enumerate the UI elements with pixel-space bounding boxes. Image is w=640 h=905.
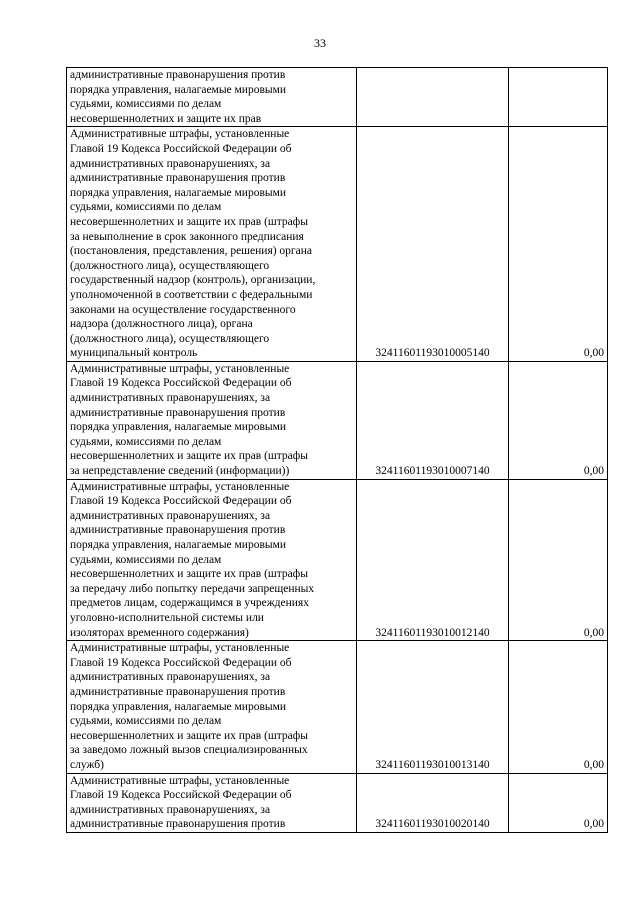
revenue-name-line: Административные штрафы, установленные <box>70 480 290 493</box>
revenue-name-line: (должностного лица), осуществляющего <box>70 259 270 272</box>
revenue-name-line: служб) <box>70 758 104 771</box>
revenue-name-line: (должностного лица), осуществляющего <box>70 332 270 345</box>
revenue-name-line: административные правонарушения против <box>70 69 286 81</box>
amount-cell <box>509 68 608 127</box>
revenue-name-line: административные правонарушения против <box>70 524 286 537</box>
revenue-name-line: государственный надзор (контроль), организации, <box>70 274 316 287</box>
revenue-name-line: административных правонарушениях, за <box>70 509 271 522</box>
revenue-name-cell <box>67 479 357 641</box>
revenue-name-line: несовершеннолетних и защите их прав (штрафы <box>70 215 308 228</box>
revenue-name-line: Главой 19 Кодекса Российской Федерации об <box>70 142 292 155</box>
revenue-name-line: порядка управления, налагаемые мировыми <box>70 700 287 713</box>
revenue-name-line: за непредставление сведений (информации)) <box>70 465 290 478</box>
revenue-name-line: судьями, комиссиями по делам <box>70 435 222 448</box>
revenue-name-line: уголовно-исполнительной системы или <box>70 611 264 624</box>
revenue-name-line: порядка управления, налагаемые мировыми <box>70 421 287 434</box>
revenue-name-line: Главой 19 Кодекса Российской Федерации об <box>70 789 292 802</box>
revenue-name-cell <box>67 641 357 773</box>
revenue-name-line: административные правонарушения против <box>70 818 286 831</box>
revenue-name-line: Главой 19 Кодекса Российской Федерации об <box>70 495 292 508</box>
table-row <box>67 641 608 773</box>
budget-code-cell: 32411601193010013140 <box>357 641 509 773</box>
revenue-name-line: за передачу либо попытку передачи запрещенных <box>70 582 315 595</box>
revenue-name-line: предметов лицам, содержащимся в учреждениях <box>70 597 309 610</box>
revenue-name-line: административных правонарушениях, за <box>70 671 271 684</box>
amount-cell: 0,00 <box>509 361 608 479</box>
table-row <box>67 773 608 832</box>
budget-code-cell <box>357 68 509 127</box>
page-number: 33 <box>314 36 326 50</box>
table-row <box>67 479 608 641</box>
revenue-name-line: административных правонарушениях, за <box>70 392 271 405</box>
revenue-name-line: судьями, комиссиями по делам <box>70 553 222 566</box>
budget-code-cell: 32411601193010005140 <box>357 127 509 362</box>
revenue-name-line: уполномоченной в соответствии с федеральными <box>70 288 313 301</box>
revenue-name-line: судьями, комиссиями по делам <box>70 201 222 214</box>
revenue-name-line: (постановления, представления, решения) органа <box>70 245 313 258</box>
revenue-name-line: порядка управления, налагаемые мировыми <box>70 539 287 551</box>
revenue-name-line: административных правонарушениях, за <box>70 803 271 816</box>
revenue-name-line: административные правонарушения против <box>70 172 286 185</box>
budget-code-cell: 32411601193010007140 <box>357 361 509 479</box>
revenue-name-line: Административные штрафы, установленные <box>70 642 290 655</box>
revenue-name-cell <box>67 773 357 832</box>
revenue-name-line: несовершеннолетних и защите их прав (штрафы <box>70 729 308 742</box>
revenue-name-line: порядка управления, налагаемые мировыми <box>70 186 287 199</box>
revenue-name-line: муниципальный контроль <box>70 347 198 360</box>
table-row <box>67 361 608 479</box>
revenue-name-line: административных правонарушениях, за <box>70 157 271 170</box>
amount-cell: 0,00 <box>509 127 608 362</box>
budget-code-cell: 32411601193010012140 <box>357 479 509 641</box>
table-row <box>67 68 608 127</box>
revenue-name-line: административные правонарушения против <box>70 406 286 419</box>
revenue-name-line: законами на осуществление государственного <box>70 303 296 316</box>
revenue-name-cell <box>67 361 357 479</box>
revenue-name-line: Административные штрафы, установленные <box>70 362 290 375</box>
revenue-name-line: административные правонарушения против <box>70 685 286 698</box>
revenue-name-line: за невыполнение в срок законного предписания <box>70 230 304 243</box>
amount-cell: 0,00 <box>509 773 608 832</box>
budget-code-cell: 32411601193010020140 <box>357 773 509 832</box>
amount-cell: 0,00 <box>509 641 608 773</box>
revenue-name-line: за заведомо ложный вызов специализированных <box>70 744 308 757</box>
amount-cell: 0,00 <box>509 479 608 641</box>
revenue-name-line: надзора (должностного лица), органа <box>70 318 253 331</box>
revenue-name-line: порядка управления, налагаемые мировыми <box>70 83 287 96</box>
revenue-name-line: Главой 19 Кодекса Российской Федерации об <box>70 377 292 390</box>
revenue-name-line: несовершеннолетних и защите их прав <box>70 112 262 125</box>
revenue-name-cell <box>67 127 357 362</box>
table-body <box>67 68 608 833</box>
revenue-name-line: несовершеннолетних и защите их прав (штрафы <box>70 568 308 581</box>
revenue-name-line: Главой 19 Кодекса Российской Федерации об <box>70 656 292 669</box>
revenue-name-line: Административные штрафы, установленные <box>70 128 290 141</box>
revenue-name-cell <box>67 68 357 127</box>
revenue-table <box>66 67 608 833</box>
revenue-name-line: Административные штрафы, установленные <box>70 774 290 787</box>
revenue-name-line: судьями, комиссиями по делам <box>70 98 222 111</box>
revenue-name-line: судьями, комиссиями по делам <box>70 715 222 728</box>
table-row <box>67 127 608 362</box>
revenue-name-line: изоляторах временного содержания) <box>70 626 249 639</box>
revenue-name-line: несовершеннолетних и защите их прав (штрафы <box>70 450 308 463</box>
